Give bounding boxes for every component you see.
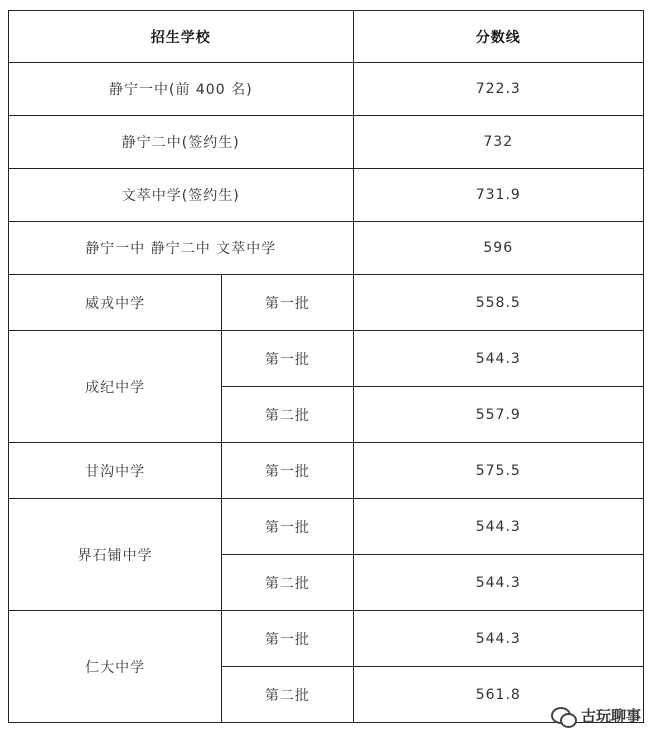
- table-row: [9, 331, 644, 387]
- table-row: [9, 611, 644, 667]
- school-cell: 文萃中学(签约生): [9, 169, 354, 222]
- school-cell: 静宁二中(签约生): [9, 116, 354, 169]
- score-cell: 561.8: [353, 667, 643, 723]
- table-row: [9, 169, 644, 222]
- header-school: 招生学校: [9, 11, 354, 63]
- school-cell: 仁大中学: [9, 611, 222, 723]
- score-cell: 544.3: [353, 555, 643, 611]
- wechat-icon: [551, 706, 575, 726]
- table-row: [9, 443, 644, 499]
- school-cell: 界石铺中学: [9, 499, 222, 611]
- school-cell: 甘沟中学: [9, 443, 222, 499]
- score-cell: 544.3: [353, 611, 643, 667]
- score-cell: 722.3: [353, 63, 643, 116]
- batch-cell: 第二批: [222, 387, 353, 443]
- school-cell: 成纪中学: [9, 331, 222, 443]
- table-row: [9, 116, 644, 169]
- table-row: [9, 222, 644, 275]
- school-cell: 静宁一中(前 400 名): [9, 63, 354, 116]
- school-cell: 威戎中学: [9, 275, 222, 331]
- watermark: [551, 705, 641, 726]
- score-cell: 558.5: [353, 275, 643, 331]
- batch-cell: 第二批: [222, 555, 353, 611]
- score-cell: 557.9: [353, 387, 643, 443]
- batch-cell: 第一批: [222, 443, 353, 499]
- header-score: 分数线: [353, 11, 643, 63]
- score-cell: 731.9: [353, 169, 643, 222]
- score-cell: 732: [353, 116, 643, 169]
- table-header-row: [9, 11, 644, 63]
- score-cell: 575.5: [353, 443, 643, 499]
- score-cell: 544.3: [353, 331, 643, 387]
- score-cell: 544.3: [353, 499, 643, 555]
- table-row: [9, 275, 644, 331]
- batch-cell: 第一批: [222, 611, 353, 667]
- table-row: [9, 63, 644, 116]
- batch-cell: 第一批: [222, 275, 353, 331]
- batch-cell: 第一批: [222, 499, 353, 555]
- batch-cell: 第一批: [222, 331, 353, 387]
- school-cell: 静宁一中 静宁二中 文萃中学: [9, 222, 354, 275]
- score-cell: 596: [353, 222, 643, 275]
- table-row: [9, 499, 644, 555]
- batch-cell: 第二批: [222, 667, 353, 723]
- admission-score-table: [8, 10, 644, 723]
- watermark-text: 古玩聊事: [580, 707, 641, 725]
